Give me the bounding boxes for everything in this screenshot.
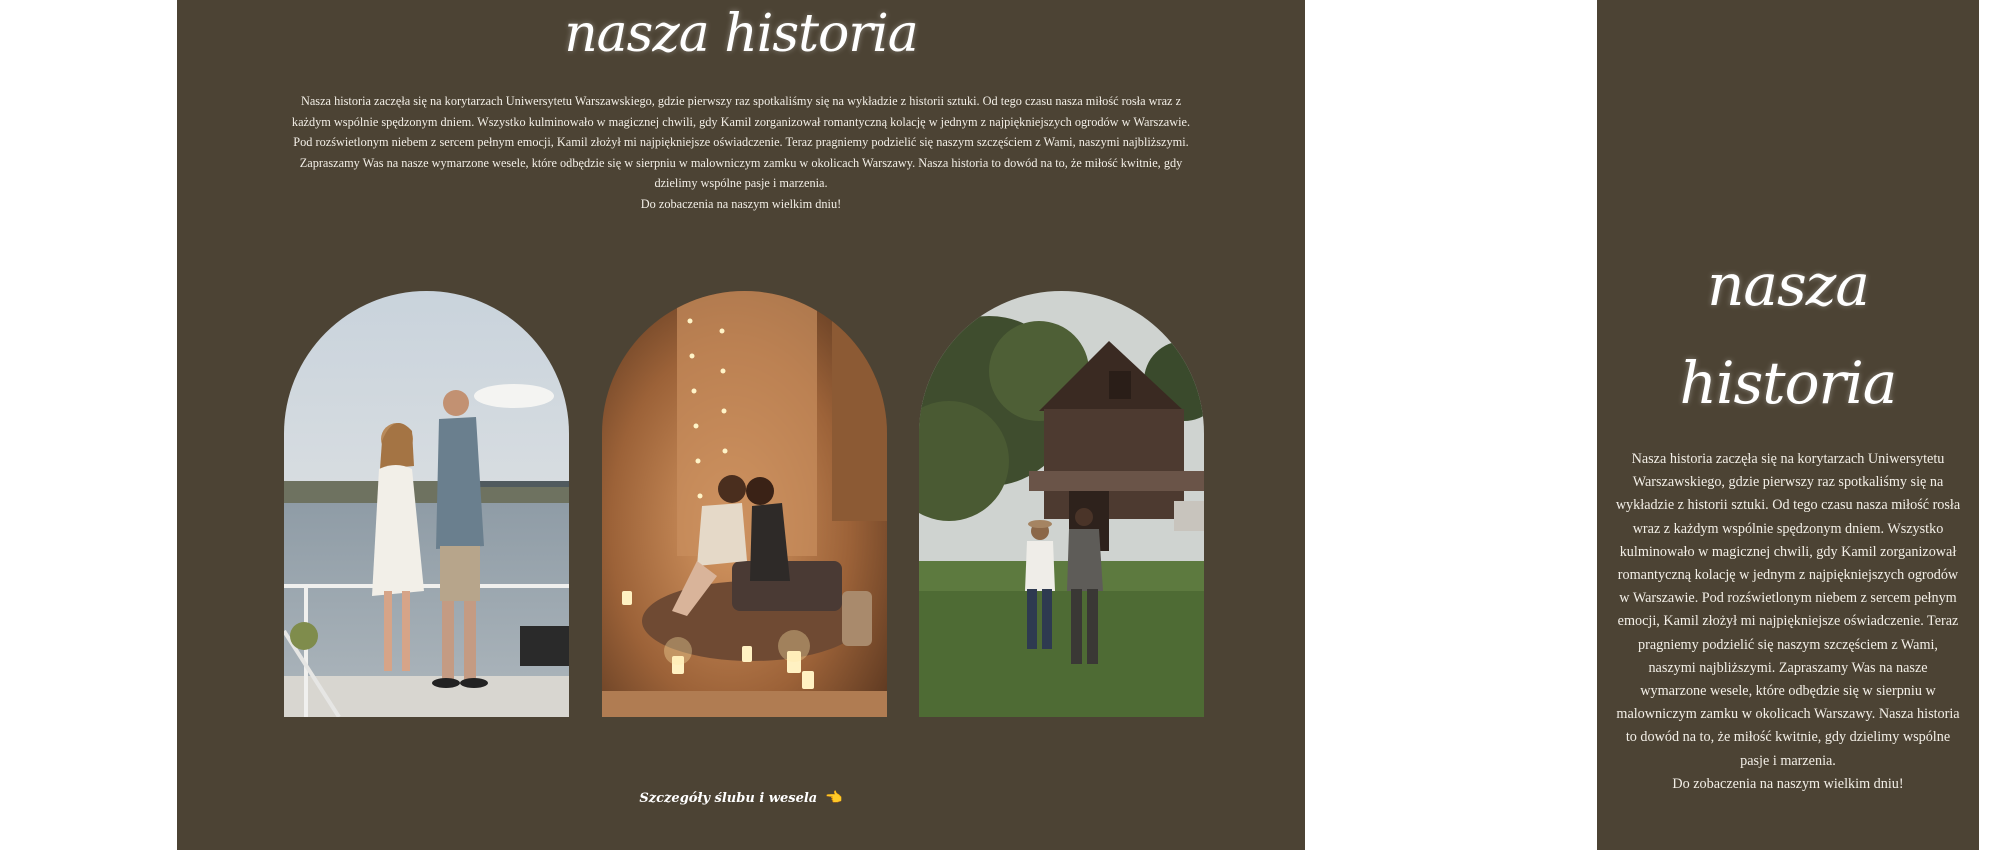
photo-couple-on-boat bbox=[284, 291, 569, 717]
section-title: nasza historia bbox=[564, 4, 918, 64]
photo-candlelit-room bbox=[602, 291, 887, 717]
candlelit-photo-illustration bbox=[602, 291, 887, 717]
wedding-details-link[interactable] bbox=[177, 790, 1305, 806]
story-paragraph: Nasza historia zaczęła się na korytarzach Uniwersytetu Warszawskiego, gdzie pierwszy raz spotkaliśmy się na wykładzie z historii sztuki. Od tego czasu nasza miłość rosła wraz z każdym wspólnie spędzonym dniem. Wszystko kulminowało w magicznej chwili, gdy Kamil zorganizował romantyczną kolację w jednym z najpiękniejszych ogrodów w Warszawie. Pod rozświetlonym niebem z sercem pełnym emocji, Kamil złożył mi najpiękniejsze oświadczenie. Teraz pragniemy podzielić się naszym szczęściem z Wami, naszymi najbliższymi. Zapraszamy Was na nasze wymarzone wesele, które odbędzie się w sierpniu w malowniczym zamku w okolicach Warszawy. Nasza historia to dowód na to, że miłość kwitnie, gdy dzielimy wspólne pasje i marzenia. bbox=[291, 94, 1191, 190]
mobile-story-section bbox=[1597, 0, 1979, 850]
story-closing: Do zobaczenia na naszym wielkim dniu! bbox=[640, 196, 842, 211]
pointing-hand-icon: 👈 bbox=[825, 790, 843, 806]
story-text bbox=[1615, 448, 1961, 796]
story-text bbox=[282, 91, 1200, 214]
story-closing: Do zobaczenia na naszym wielkim dniu! bbox=[1672, 775, 1904, 792]
details-link-label: Szczegóły ślubu i wesela bbox=[639, 791, 818, 806]
story-paragraph: Nasza historia zaczęła się na korytarzach Uniwersytetu Warszawskiego, gdzie pierwszy raz spotkaliśmy się na wykładzie z historii sztuki. Od tego czasu nasza miłość rosła wraz z każdym wspólnie spędzonym dniem. Wszystko kulminowało w magicznej chwili, gdy Kamil zorganizował romantyczną kolację w jednym z najpiękniejszych ogrodów w Warszawie. Pod rozświetlonym niebem z sercem pełnym emocji, Kamil złożył mi najpiękniejsze oświadczenie. Teraz pragniemy podzielić się naszym szczęściem z Wami, naszymi najbliższymi. Zapraszamy Was na nasze wymarzone wesele, które odbędzie się w sierpniu w malowniczym zamku w okolicach Warszawy. Nasza historia to dowód na to, że miłość kwitnie, gdy dzielimy wspólne pasje i marzenia. bbox=[1615, 451, 1961, 769]
desktop-story-section bbox=[177, 0, 1305, 850]
barn-photo-illustration bbox=[919, 291, 1204, 717]
photo-couple-by-barn bbox=[919, 291, 1204, 717]
boat-photo-illustration bbox=[284, 291, 569, 717]
section-title: nasza historia bbox=[1679, 251, 1897, 417]
